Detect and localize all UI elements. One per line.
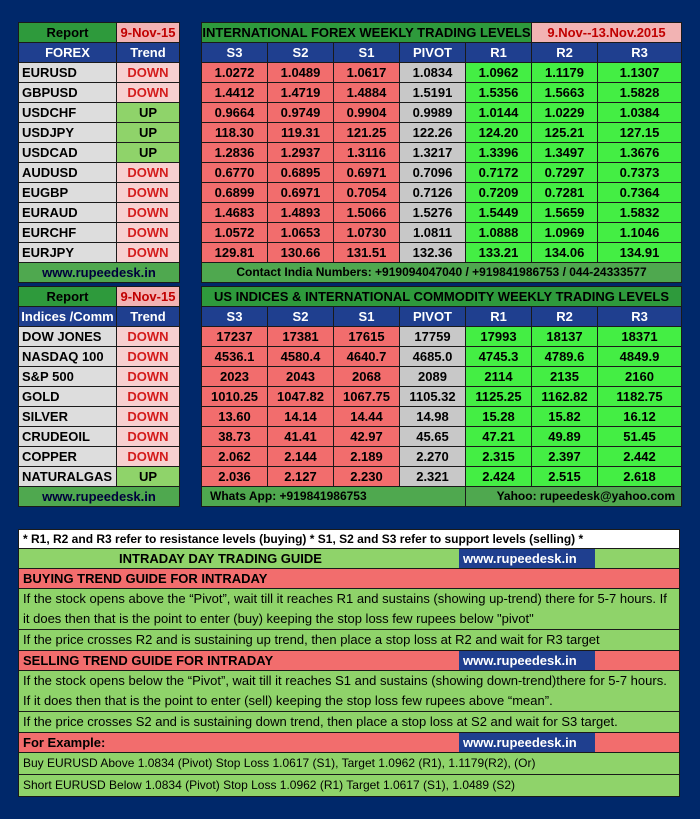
table-row xyxy=(19,387,682,407)
col-header-pivot: PIVOT xyxy=(400,43,466,63)
forex-panel xyxy=(18,22,682,283)
trend-badge: DOWN xyxy=(117,427,180,447)
spacer xyxy=(180,143,202,163)
spacer xyxy=(180,63,202,83)
level-s1: 131.51 xyxy=(334,243,400,263)
level-r3: 18371 xyxy=(598,327,682,347)
level-s1: 1.4884 xyxy=(334,83,400,103)
yahoo-email: Yahoo: rupeedesk@yahoo.com xyxy=(466,487,682,507)
selling-guide-title: SELLING TREND GUIDE FOR INTRADAY xyxy=(23,653,274,668)
level-r2: 4789.6 xyxy=(532,347,598,367)
level-r3: 2160 xyxy=(598,367,682,387)
level-s3: 13.60 xyxy=(202,407,268,427)
trend-badge: DOWN xyxy=(117,367,180,387)
spacer xyxy=(180,467,202,487)
level-pivot: 14.98 xyxy=(400,407,466,427)
table-row xyxy=(19,367,682,387)
col-header-r2: R2 xyxy=(532,307,598,327)
level-pivot: 1.0811 xyxy=(400,223,466,243)
level-r1: 1.0144 xyxy=(466,103,532,123)
level-r1: 17993 xyxy=(466,327,532,347)
level-r2: 2135 xyxy=(532,367,598,387)
instrument-name: EURCHF xyxy=(19,223,117,243)
level-r3: 1.5828 xyxy=(598,83,682,103)
level-s3: 2.036 xyxy=(202,467,268,487)
report-date: 9-Nov-15 xyxy=(117,23,180,43)
level-pivot: 2.270 xyxy=(400,447,466,467)
indices-panel xyxy=(18,286,682,507)
table-row xyxy=(19,447,682,467)
level-s2: 2043 xyxy=(268,367,334,387)
level-r1: 1.5449 xyxy=(466,203,532,223)
col-header-s3: S3 xyxy=(202,43,268,63)
level-r2: 2.397 xyxy=(532,447,598,467)
example-short: Short EURUSD Below 1.0834 (Pivot) Stop Loss 1.0962 (R1) Target 1.0617 (S1), 1.0489 (S2) xyxy=(18,775,680,797)
level-s3: 4536.1 xyxy=(202,347,268,367)
instrument-name: CRUDEOIL xyxy=(19,427,117,447)
intraday-guide-title: INTRADAY DAY TRADING GUIDE xyxy=(119,551,322,566)
level-r1: 2.315 xyxy=(466,447,532,467)
level-s1: 2.230 xyxy=(334,467,400,487)
level-s1: 0.9904 xyxy=(334,103,400,123)
website-link[interactable]: www.rupeedesk.in xyxy=(459,733,595,752)
instrument-name: S&P 500 xyxy=(19,367,117,387)
table-row xyxy=(19,183,682,203)
level-r3: 0.7373 xyxy=(598,163,682,183)
instrument-name: SILVER xyxy=(19,407,117,427)
instrument-name: EURAUD xyxy=(19,203,117,223)
table-row xyxy=(19,123,682,143)
example-buy: Buy EURUSD Above 1.0834 (Pivot) Stop Loss 1.0617 (S1), Target 1.0962 (R1), 1.1179(R2), (Or) xyxy=(18,753,680,775)
instrument-name: GOLD xyxy=(19,387,117,407)
table-row xyxy=(19,223,682,243)
trend-badge: DOWN xyxy=(117,223,180,243)
level-r2: 1.5663 xyxy=(532,83,598,103)
level-r3: 1.5832 xyxy=(598,203,682,223)
level-pivot: 4685.0 xyxy=(400,347,466,367)
level-r3: 1.1046 xyxy=(598,223,682,243)
level-s2: 0.9749 xyxy=(268,103,334,123)
table-row xyxy=(19,327,682,347)
level-s1: 4640.7 xyxy=(334,347,400,367)
level-s3: 2.062 xyxy=(202,447,268,467)
spacer xyxy=(180,43,202,63)
col-header-s3: S3 xyxy=(202,307,268,327)
contact-numbers: Contact India Numbers: +919094047040 / +919841986753 / 044-24333577 xyxy=(202,263,682,283)
level-r1: 1.5356 xyxy=(466,83,532,103)
level-pivot: 1105.32 xyxy=(400,387,466,407)
level-r2: 1.5659 xyxy=(532,203,598,223)
level-s3: 129.81 xyxy=(202,243,268,263)
level-s2: 14.14 xyxy=(268,407,334,427)
level-pivot: 45.65 xyxy=(400,427,466,447)
indices-table xyxy=(18,286,682,507)
buying-guide-text-1: If the stock opens above the “Pivot”, wait till it reaches R1 and sustains (showing up-trend) there for 5-7 hours. If it does then that is the point to enter (buy) keeping the stop loss few rupees below "pivot" xyxy=(18,589,680,630)
col-header-r3: R3 xyxy=(598,43,682,63)
level-pivot: 122.26 xyxy=(400,123,466,143)
spacer xyxy=(180,203,202,223)
spacer xyxy=(180,307,202,327)
spacer xyxy=(180,347,202,367)
col-header-forex: FOREX xyxy=(19,43,117,63)
indices-title: US INDICES & INTERNATIONAL COMMODITY WEEKLY TRADING LEVELS xyxy=(202,287,682,307)
level-s2: 1.0489 xyxy=(268,63,334,83)
level-r1: 15.28 xyxy=(466,407,532,427)
trend-badge: DOWN xyxy=(117,63,180,83)
level-s2: 1047.82 xyxy=(268,387,334,407)
report-label: Report xyxy=(19,23,117,43)
table-row xyxy=(19,63,682,83)
level-r1: 0.7172 xyxy=(466,163,532,183)
spacer xyxy=(180,287,202,307)
instrument-name: GBPUSD xyxy=(19,83,117,103)
level-r2: 1162.82 xyxy=(532,387,598,407)
level-s1: 2068 xyxy=(334,367,400,387)
selling-guide-text-2: If the price crosses S2 and is sustaining down trend, then place a stop loss at S2 and wait for S3 target. xyxy=(18,712,680,733)
level-s2: 119.31 xyxy=(268,123,334,143)
level-r3: 1182.75 xyxy=(598,387,682,407)
level-s2: 2.144 xyxy=(268,447,334,467)
level-r1: 0.7209 xyxy=(466,183,532,203)
spacer xyxy=(180,427,202,447)
trend-badge: DOWN xyxy=(117,447,180,467)
spacer xyxy=(180,243,202,263)
table-row xyxy=(19,347,682,367)
level-s1: 17615 xyxy=(334,327,400,347)
level-s3: 1.2836 xyxy=(202,143,268,163)
level-r1: 1.0962 xyxy=(466,63,532,83)
level-s1: 2.189 xyxy=(334,447,400,467)
trend-badge: DOWN xyxy=(117,183,180,203)
table-row xyxy=(19,203,682,223)
col-header-r1: R1 xyxy=(466,307,532,327)
level-s3: 0.9664 xyxy=(202,103,268,123)
level-pivot: 1.5191 xyxy=(400,83,466,103)
col-header-s2: S2 xyxy=(268,43,334,63)
level-r2: 1.1179 xyxy=(532,63,598,83)
col-header-r3: R3 xyxy=(598,307,682,327)
level-s2: 17381 xyxy=(268,327,334,347)
instrument-name: EUGBP xyxy=(19,183,117,203)
instrument-name: USDJPY xyxy=(19,123,117,143)
intraday-guide xyxy=(18,529,680,797)
level-r1: 133.21 xyxy=(466,243,532,263)
level-s2: 0.6971 xyxy=(268,183,334,203)
example-title-row xyxy=(18,733,680,753)
instrument-name: NASDAQ 100 xyxy=(19,347,117,367)
level-r2: 1.0229 xyxy=(532,103,598,123)
report-label: Report xyxy=(19,287,117,307)
instrument-name: EURUSD xyxy=(19,63,117,83)
spacer xyxy=(180,387,202,407)
level-r3: 0.7364 xyxy=(598,183,682,203)
spacer xyxy=(180,263,202,283)
level-s2: 1.0653 xyxy=(268,223,334,243)
level-r2: 49.89 xyxy=(532,427,598,447)
buying-guide-text-2: If the price crosses R2 and is sustaining up trend, then place a stop loss at R2 and wait for R3 target xyxy=(18,630,680,651)
level-r2: 15.82 xyxy=(532,407,598,427)
level-pivot: 0.9989 xyxy=(400,103,466,123)
level-s3: 2023 xyxy=(202,367,268,387)
report-date: 9-Nov-15 xyxy=(117,287,180,307)
level-s1: 1.3116 xyxy=(334,143,400,163)
level-r1: 1125.25 xyxy=(466,387,532,407)
level-r3: 2.442 xyxy=(598,447,682,467)
instrument-name: AUDUSD xyxy=(19,163,117,183)
level-s3: 1010.25 xyxy=(202,387,268,407)
level-r1: 2.424 xyxy=(466,467,532,487)
spacer xyxy=(180,123,202,143)
spacer xyxy=(180,447,202,467)
level-s3: 38.73 xyxy=(202,427,268,447)
trend-badge: DOWN xyxy=(117,163,180,183)
level-s2: 1.4893 xyxy=(268,203,334,223)
level-s2: 1.4719 xyxy=(268,83,334,103)
level-s3: 17237 xyxy=(202,327,268,347)
instrument-name: NATURALGAS xyxy=(19,467,117,487)
level-s2: 0.6895 xyxy=(268,163,334,183)
col-header-s1: S1 xyxy=(334,307,400,327)
indices-rows xyxy=(19,327,682,487)
level-pivot: 0.7096 xyxy=(400,163,466,183)
spacer xyxy=(180,23,202,43)
col-header-indices: Indices /Comm xyxy=(19,307,117,327)
col-header-trend: Trend xyxy=(117,43,180,63)
table-row xyxy=(19,83,682,103)
instrument-name: USDCHF xyxy=(19,103,117,123)
spacer xyxy=(180,103,202,123)
level-r1: 4745.3 xyxy=(466,347,532,367)
spacer xyxy=(180,367,202,387)
level-r3: 2.618 xyxy=(598,467,682,487)
level-r2: 18137 xyxy=(532,327,598,347)
website-link[interactable]: www.rupeedesk.in xyxy=(19,487,180,507)
level-s1: 1.0730 xyxy=(334,223,400,243)
level-s3: 0.6770 xyxy=(202,163,268,183)
level-pivot: 132.36 xyxy=(400,243,466,263)
level-s3: 1.4683 xyxy=(202,203,268,223)
col-header-s2: S2 xyxy=(268,307,334,327)
spacer xyxy=(180,327,202,347)
table-row xyxy=(19,103,682,123)
level-r1: 124.20 xyxy=(466,123,532,143)
level-r2: 134.06 xyxy=(532,243,598,263)
level-s1: 1067.75 xyxy=(334,387,400,407)
instrument-name: DOW JONES xyxy=(19,327,117,347)
buying-guide-title: BUYING TREND GUIDE FOR INTRADAY xyxy=(18,569,680,589)
level-r3: 1.3676 xyxy=(598,143,682,163)
level-s1: 0.7054 xyxy=(334,183,400,203)
level-s1: 0.6971 xyxy=(334,163,400,183)
selling-guide-text-1: If the stock opens below the “Pivot”, wait till it reaches S1 and sustains (showing down-trend)there for 5-7 hours. If it does then that is the point to enter (sell) keeping the stop loss few rupees above “mean”. xyxy=(18,671,680,712)
selling-guide-title-row xyxy=(18,651,680,671)
forex-table xyxy=(18,22,682,283)
table-row xyxy=(19,143,682,163)
intraday-guide-title-row xyxy=(18,549,680,569)
level-s3: 1.0572 xyxy=(202,223,268,243)
instrument-name: USDCAD xyxy=(19,143,117,163)
level-s2: 130.66 xyxy=(268,243,334,263)
level-pivot: 2089 xyxy=(400,367,466,387)
trend-badge: DOWN xyxy=(117,243,180,263)
col-header-r1: R1 xyxy=(466,43,532,63)
spacer xyxy=(180,83,202,103)
level-s3: 0.6899 xyxy=(202,183,268,203)
level-r2: 125.21 xyxy=(532,123,598,143)
level-pivot: 2.321 xyxy=(400,467,466,487)
level-r1: 1.0888 xyxy=(466,223,532,243)
levels-note: * R1, R2 and R3 refer to resistance levels (buying) * S1, S2 and S3 refer to support levels (selling) * xyxy=(18,529,680,549)
table-row xyxy=(19,467,682,487)
trend-badge: UP xyxy=(117,143,180,163)
website-link[interactable]: www.rupeedesk.in xyxy=(19,263,180,283)
spacer xyxy=(180,487,202,507)
level-r1: 1.3396 xyxy=(466,143,532,163)
trend-badge: DOWN xyxy=(117,83,180,103)
forex-title: INTERNATIONAL FOREX WEEKLY TRADING LEVELS xyxy=(202,23,532,43)
level-pivot: 1.5276 xyxy=(400,203,466,223)
trend-badge: DOWN xyxy=(117,407,180,427)
level-s2: 41.41 xyxy=(268,427,334,447)
spacer xyxy=(180,223,202,243)
level-r2: 1.0969 xyxy=(532,223,598,243)
table-row xyxy=(19,427,682,447)
level-r3: 4849.9 xyxy=(598,347,682,367)
trend-badge: UP xyxy=(117,123,180,143)
level-s3: 1.0272 xyxy=(202,63,268,83)
instrument-name: EURJPY xyxy=(19,243,117,263)
level-r2: 2.515 xyxy=(532,467,598,487)
col-header-pivot: PIVOT xyxy=(400,307,466,327)
instrument-name: COPPER xyxy=(19,447,117,467)
level-pivot: 1.3217 xyxy=(400,143,466,163)
level-r2: 0.7281 xyxy=(532,183,598,203)
spacer xyxy=(180,163,202,183)
spacer xyxy=(180,407,202,427)
level-s1: 121.25 xyxy=(334,123,400,143)
website-link[interactable]: www.rupeedesk.in xyxy=(459,549,595,568)
col-header-r2: R2 xyxy=(532,43,598,63)
forex-date-range: 9.Nov--13.Nov.2015 xyxy=(532,23,682,43)
forex-rows xyxy=(19,63,682,263)
spacer xyxy=(180,183,202,203)
level-pivot: 17759 xyxy=(400,327,466,347)
example-title: For Example: xyxy=(23,735,106,750)
level-s3: 1.4412 xyxy=(202,83,268,103)
level-s1: 42.97 xyxy=(334,427,400,447)
level-s1: 14.44 xyxy=(334,407,400,427)
level-s3: 118.30 xyxy=(202,123,268,143)
level-pivot: 0.7126 xyxy=(400,183,466,203)
level-r3: 51.45 xyxy=(598,427,682,447)
level-r3: 127.15 xyxy=(598,123,682,143)
level-s1: 1.0617 xyxy=(334,63,400,83)
level-s2: 2.127 xyxy=(268,467,334,487)
trend-badge: UP xyxy=(117,467,180,487)
level-r1: 47.21 xyxy=(466,427,532,447)
level-r2: 1.3497 xyxy=(532,143,598,163)
trend-badge: DOWN xyxy=(117,347,180,367)
trend-badge: UP xyxy=(117,103,180,123)
table-row xyxy=(19,163,682,183)
table-row xyxy=(19,243,682,263)
table-row xyxy=(19,407,682,427)
level-s1: 1.5066 xyxy=(334,203,400,223)
level-s2: 1.2937 xyxy=(268,143,334,163)
level-r3: 134.91 xyxy=(598,243,682,263)
level-r3: 16.12 xyxy=(598,407,682,427)
col-header-s1: S1 xyxy=(334,43,400,63)
level-s2: 4580.4 xyxy=(268,347,334,367)
level-r3: 1.0384 xyxy=(598,103,682,123)
website-link[interactable]: www.rupeedesk.in xyxy=(459,651,595,670)
level-r1: 2114 xyxy=(466,367,532,387)
level-pivot: 1.0834 xyxy=(400,63,466,83)
level-r3: 1.1307 xyxy=(598,63,682,83)
col-header-trend: Trend xyxy=(117,307,180,327)
trend-badge: DOWN xyxy=(117,203,180,223)
whatsapp-number: Whats App: +919841986753 xyxy=(202,487,466,507)
trend-badge: DOWN xyxy=(117,327,180,347)
trend-badge: DOWN xyxy=(117,387,180,407)
level-r2: 0.7297 xyxy=(532,163,598,183)
